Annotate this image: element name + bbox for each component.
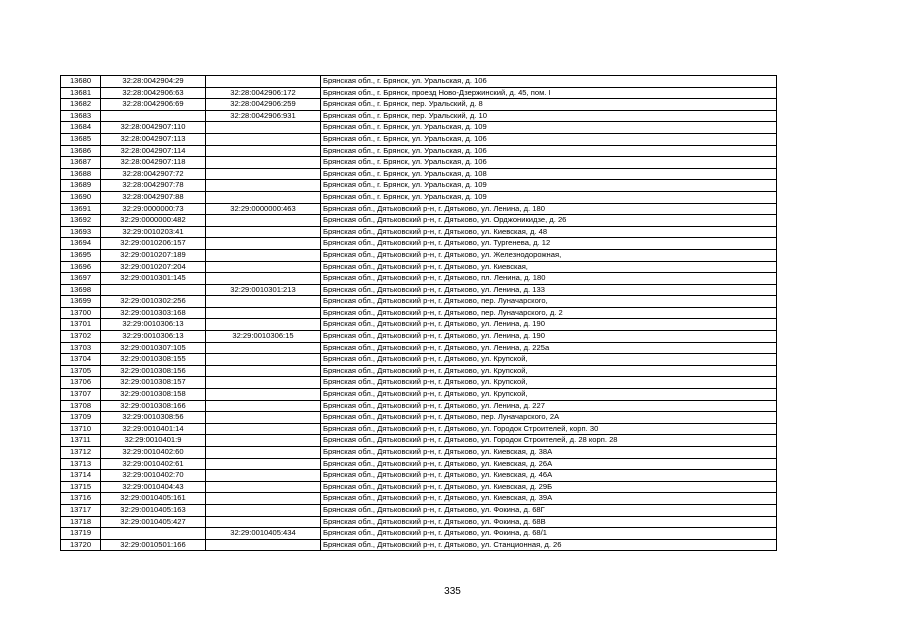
cadastral-number-cell: 32:29:0010405:161	[101, 493, 206, 505]
cadastral-number-cell: 32:29:0010308:157	[101, 377, 206, 389]
table-row	[61, 319, 777, 331]
address-cell: Брянская обл., Дятьковский р-н, г. Дятьково, ул. Ленина, д. 225а	[321, 342, 777, 354]
cadastral-number-cell: 32:28:0042906:63	[101, 87, 206, 99]
address-cell: Брянская обл., Дятьковский р-н, г. Дятьково, пер. Луначарского,	[321, 296, 777, 308]
related-cadastral-number-cell	[206, 412, 321, 424]
cadastral-number-cell: 32:29:0010303:168	[101, 307, 206, 319]
address-cell: Брянская обл., Дятьковский р-н, г. Дятьково, ул. Крупской,	[321, 354, 777, 366]
table-row	[61, 145, 777, 157]
row-number-cell: 13708	[61, 400, 101, 412]
address-cell: Брянская обл., Дятьковский р-н, г. Дятьково, ул. Крупской,	[321, 389, 777, 401]
row-number-cell: 13705	[61, 365, 101, 377]
row-number-cell: 13684	[61, 122, 101, 134]
table-row	[61, 389, 777, 401]
cadastral-number-cell: 32:29:0010404:43	[101, 481, 206, 493]
address-cell: Брянская обл., г. Брянск, ул. Уральская, д. 109	[321, 122, 777, 134]
related-cadastral-number-cell	[206, 458, 321, 470]
related-cadastral-number-cell	[206, 249, 321, 261]
related-cadastral-number-cell	[206, 191, 321, 203]
address-cell: Брянская обл., г. Брянск, пер. Уральский, д. 8	[321, 99, 777, 111]
cadastral-number-cell: 32:29:0010308:166	[101, 400, 206, 412]
cadastral-number-cell: 32:29:0010203:41	[101, 226, 206, 238]
address-cell: Брянская обл., г. Брянск, ул. Уральская, д. 108	[321, 168, 777, 180]
table-row	[61, 238, 777, 250]
address-cell: Брянская обл., Дятьковский р-н, г. Дятьково, ул. Крупской,	[321, 377, 777, 389]
related-cadastral-number-cell	[206, 354, 321, 366]
cadastral-number-cell: 32:28:0042907:78	[101, 180, 206, 192]
related-cadastral-number-cell	[206, 539, 321, 551]
related-cadastral-number-cell: 32:29:0010405:434	[206, 528, 321, 540]
address-cell: Брянская обл., Дятьковский р-н, г. Дятьково, ул. Орджоникидзе, д. 26	[321, 215, 777, 227]
row-number-cell: 13707	[61, 389, 101, 401]
table-row	[61, 203, 777, 215]
table-row	[61, 168, 777, 180]
address-cell: Брянская обл., Дятьковский р-н, г. Дятьково, ул. Фокина, д. 68/1	[321, 528, 777, 540]
table-row	[61, 261, 777, 273]
cadastral-number-cell: 32:28:0042907:110	[101, 122, 206, 134]
cadastral-number-cell: 32:29:0010402:70	[101, 470, 206, 482]
table-row	[61, 423, 777, 435]
cadastral-number-cell: 32:29:0010405:427	[101, 516, 206, 528]
address-cell: Брянская обл., г. Брянск, пер. Уральский, д. 10	[321, 110, 777, 122]
cadastral-number-cell: 32:28:0042907:118	[101, 157, 206, 169]
table-row	[61, 528, 777, 540]
related-cadastral-number-cell	[206, 133, 321, 145]
related-cadastral-number-cell	[206, 319, 321, 331]
address-cell: Брянская обл., Дятьковский р-н, г. Дятьково, ул. Киевская, д. 29Б	[321, 481, 777, 493]
table-row	[61, 122, 777, 134]
related-cadastral-number-cell	[206, 493, 321, 505]
table-row	[61, 412, 777, 424]
related-cadastral-number-cell	[206, 365, 321, 377]
address-cell: Брянская обл., г. Брянск, ул. Уральская, д. 109	[321, 180, 777, 192]
table-row	[61, 365, 777, 377]
row-number-cell: 13710	[61, 423, 101, 435]
table-row	[61, 180, 777, 192]
related-cadastral-number-cell	[206, 168, 321, 180]
cadastral-number-cell: 32:29:0010301:145	[101, 273, 206, 285]
address-cell: Брянская обл., г. Брянск, ул. Уральская, д. 106	[321, 133, 777, 145]
cadastral-number-cell: 32:29:0010302:256	[101, 296, 206, 308]
row-number-cell: 13706	[61, 377, 101, 389]
related-cadastral-number-cell: 32:29:0010306:15	[206, 331, 321, 343]
row-number-cell: 13696	[61, 261, 101, 273]
address-cell: Брянская обл., Дятьковский р-н, г. Дятьково, ул. Киевская, д. 46А	[321, 470, 777, 482]
related-cadastral-number-cell	[206, 238, 321, 250]
cadastral-number-cell: 32:29:0010206:157	[101, 238, 206, 250]
row-number-cell: 13693	[61, 226, 101, 238]
related-cadastral-number-cell: 32:28:0042906:172	[206, 87, 321, 99]
related-cadastral-number-cell	[206, 180, 321, 192]
related-cadastral-number-cell	[206, 145, 321, 157]
table-row	[61, 504, 777, 516]
cadastral-number-cell: 32:29:0010307:105	[101, 342, 206, 354]
address-cell: Брянская обл., Дятьковский р-н, г. Дятьково, ул. Городок Строителей, д. 28 корп. 28	[321, 435, 777, 447]
address-cell: Брянская обл., г. Брянск, проезд Ново-Дзержинский, д. 45, пом. I	[321, 87, 777, 99]
cadastral-number-cell: 32:29:0010207:204	[101, 261, 206, 273]
cadastral-number-cell: 32:29:0010501:166	[101, 539, 206, 551]
address-cell: Брянская обл., Дятьковский р-н, г. Дятьково, ул. Ленина, д. 180	[321, 203, 777, 215]
related-cadastral-number-cell	[206, 261, 321, 273]
row-number-cell: 13695	[61, 249, 101, 261]
row-number-cell: 13698	[61, 284, 101, 296]
row-number-cell: 13683	[61, 110, 101, 122]
row-number-cell: 13697	[61, 273, 101, 285]
address-cell: Брянская обл., г. Брянск, ул. Уральская, д. 106	[321, 76, 777, 88]
row-number-cell: 13702	[61, 331, 101, 343]
table-row	[61, 481, 777, 493]
table-row	[61, 400, 777, 412]
related-cadastral-number-cell	[206, 516, 321, 528]
address-cell: Брянская обл., Дятьковский р-н, г. Дятьково, ул. Фокина, д. 68Г	[321, 504, 777, 516]
row-number-cell: 13699	[61, 296, 101, 308]
related-cadastral-number-cell: 32:29:0000000:463	[206, 203, 321, 215]
cadastral-number-cell: 32:29:0010306:13	[101, 319, 206, 331]
address-cell: Брянская обл., Дятьковский р-н, г. Дятьково, ул. Ленина, д. 190	[321, 331, 777, 343]
address-cell: Брянская обл., Дятьковский р-н, г. Дятьково, ул. Киевская, д. 38А	[321, 447, 777, 459]
row-number-cell: 13704	[61, 354, 101, 366]
table-row	[61, 307, 777, 319]
row-number-cell: 13690	[61, 191, 101, 203]
row-number-cell: 13716	[61, 493, 101, 505]
related-cadastral-number-cell	[206, 226, 321, 238]
table-row	[61, 76, 777, 88]
row-number-cell: 13682	[61, 99, 101, 111]
row-number-cell: 13700	[61, 307, 101, 319]
table-row	[61, 354, 777, 366]
cadastral-number-cell: 32:29:0010306:13	[101, 331, 206, 343]
page-number: 335	[444, 586, 461, 597]
cadastral-number-cell: 32:29:0010401:14	[101, 423, 206, 435]
related-cadastral-number-cell	[206, 76, 321, 88]
address-cell: Брянская обл., Дятьковский р-н, г. Дятьково, ул. Тургенева, д. 12	[321, 238, 777, 250]
row-number-cell: 13717	[61, 504, 101, 516]
row-number-cell: 13691	[61, 203, 101, 215]
row-number-cell: 13681	[61, 87, 101, 99]
related-cadastral-number-cell	[206, 122, 321, 134]
related-cadastral-number-cell	[206, 342, 321, 354]
row-number-cell: 13689	[61, 180, 101, 192]
address-cell: Брянская обл., Дятьковский р-н, г. Дятьково, пл. Ленина, д. 180	[321, 273, 777, 285]
property-table	[60, 75, 777, 551]
row-number-cell: 13709	[61, 412, 101, 424]
address-cell: Брянская обл., Дятьковский р-н, г. Дятьково, ул. Ленина, д. 190	[321, 319, 777, 331]
cadastral-number-cell: 32:29:0010402:60	[101, 447, 206, 459]
row-number-cell: 13692	[61, 215, 101, 227]
address-cell: Брянская обл., Дятьковский р-н, г. Дятьково, ул. Фокина, д. 68В	[321, 516, 777, 528]
cadastral-number-cell: 32:29:0000000:73	[101, 203, 206, 215]
row-number-cell: 13713	[61, 458, 101, 470]
address-cell: Брянская обл., Дятьковский р-н, г. Дятьково, ул. Киевская, д. 39А	[321, 493, 777, 505]
address-cell: Брянская обл., Дятьковский р-н, г. Дятьково, ул. Железнодорожная,	[321, 249, 777, 261]
related-cadastral-number-cell	[206, 389, 321, 401]
row-number-cell: 13703	[61, 342, 101, 354]
cadastral-number-cell: 32:29:0010405:163	[101, 504, 206, 516]
table-row	[61, 539, 777, 551]
row-number-cell: 13701	[61, 319, 101, 331]
row-number-cell: 13711	[61, 435, 101, 447]
table-row	[61, 516, 777, 528]
address-cell: Брянская обл., Дятьковский р-н, г. Дятьково, ул. Ленина, д. 227	[321, 400, 777, 412]
table-row	[61, 273, 777, 285]
table-row	[61, 226, 777, 238]
table-row	[61, 447, 777, 459]
cadastral-number-cell: 32:29:0010308:155	[101, 354, 206, 366]
related-cadastral-number-cell	[206, 377, 321, 389]
related-cadastral-number-cell: 32:29:0010301:213	[206, 284, 321, 296]
address-cell: Брянская обл., г. Брянск, ул. Уральская, д. 109	[321, 191, 777, 203]
address-cell: Брянская обл., Дятьковский р-н, г. Дятьково, ул. Ленина, д. 133	[321, 284, 777, 296]
related-cadastral-number-cell: 32:28:0042906:931	[206, 110, 321, 122]
related-cadastral-number-cell	[206, 157, 321, 169]
row-number-cell: 13719	[61, 528, 101, 540]
address-cell: Брянская обл., Дятьковский р-н, г. Дятьково, пер. Луначарского, 2А	[321, 412, 777, 424]
table-row	[61, 458, 777, 470]
table-row	[61, 133, 777, 145]
table-row	[61, 342, 777, 354]
address-cell: Брянская обл., Дятьковский р-н, г. Дятьково, ул. Киевская, д. 26А	[321, 458, 777, 470]
cadastral-number-cell: 32:29:0010308:56	[101, 412, 206, 424]
cadastral-number-cell: 32:28:0042907:88	[101, 191, 206, 203]
table-row	[61, 110, 777, 122]
address-cell: Брянская обл., Дятьковский р-н, г. Дятьково, пер. Луначарского, д. 2	[321, 307, 777, 319]
related-cadastral-number-cell	[206, 481, 321, 493]
row-number-cell: 13714	[61, 470, 101, 482]
cadastral-number-cell: 32:28:0042907:72	[101, 168, 206, 180]
related-cadastral-number-cell	[206, 400, 321, 412]
cadastral-number-cell: 32:28:0042907:113	[101, 133, 206, 145]
address-cell: Брянская обл., Дятьковский р-н, г. Дятьково, ул. Киевская,	[321, 261, 777, 273]
property-table-body	[61, 76, 777, 551]
cadastral-number-cell: 32:29:0010401:9	[101, 435, 206, 447]
row-number-cell: 13686	[61, 145, 101, 157]
row-number-cell: 13685	[61, 133, 101, 145]
document-page	[60, 75, 777, 551]
table-row	[61, 215, 777, 227]
table-row	[61, 493, 777, 505]
cadastral-number-cell: 32:29:0000000:482	[101, 215, 206, 227]
related-cadastral-number-cell	[206, 470, 321, 482]
cadastral-number-cell	[101, 110, 206, 122]
address-cell: Брянская обл., Дятьковский р-н, г. Дятьково, ул. Городок Строителей, корп. 30	[321, 423, 777, 435]
related-cadastral-number-cell	[206, 307, 321, 319]
related-cadastral-number-cell	[206, 447, 321, 459]
related-cadastral-number-cell	[206, 435, 321, 447]
table-row	[61, 87, 777, 99]
table-row	[61, 377, 777, 389]
table-row	[61, 435, 777, 447]
row-number-cell: 13694	[61, 238, 101, 250]
row-number-cell: 13718	[61, 516, 101, 528]
table-row	[61, 99, 777, 111]
address-cell: Брянская обл., г. Брянск, ул. Уральская, д. 106	[321, 145, 777, 157]
address-cell: Брянская обл., Дятьковский р-н, г. Дятьково, ул. Станционная, д. 26	[321, 539, 777, 551]
address-cell: Брянская обл., г. Брянск, ул. Уральская, д. 106	[321, 157, 777, 169]
related-cadastral-number-cell: 32:28:0042906:259	[206, 99, 321, 111]
cadastral-number-cell: 32:29:0010308:158	[101, 389, 206, 401]
row-number-cell: 13715	[61, 481, 101, 493]
cadastral-number-cell: 32:28:0042904:29	[101, 76, 206, 88]
cadastral-number-cell: 32:28:0042907:114	[101, 145, 206, 157]
row-number-cell: 13680	[61, 76, 101, 88]
related-cadastral-number-cell	[206, 273, 321, 285]
row-number-cell: 13687	[61, 157, 101, 169]
cadastral-number-cell: 32:29:0010308:156	[101, 365, 206, 377]
cadastral-number-cell: 32:28:0042906:69	[101, 99, 206, 111]
address-cell: Брянская обл., Дятьковский р-н, г. Дятьково, ул. Киевская, д. 48	[321, 226, 777, 238]
table-row	[61, 331, 777, 343]
address-cell: Брянская обл., Дятьковский р-н, г. Дятьково, ул. Крупской,	[321, 365, 777, 377]
related-cadastral-number-cell	[206, 296, 321, 308]
table-row	[61, 249, 777, 261]
row-number-cell: 13712	[61, 447, 101, 459]
table-row	[61, 191, 777, 203]
cadastral-number-cell: 32:29:0010402:61	[101, 458, 206, 470]
related-cadastral-number-cell	[206, 215, 321, 227]
row-number-cell: 13688	[61, 168, 101, 180]
table-row	[61, 157, 777, 169]
cadastral-number-cell	[101, 284, 206, 296]
table-row	[61, 296, 777, 308]
related-cadastral-number-cell	[206, 423, 321, 435]
cadastral-number-cell: 32:29:0010207:189	[101, 249, 206, 261]
table-row	[61, 284, 777, 296]
related-cadastral-number-cell	[206, 504, 321, 516]
cadastral-number-cell	[101, 528, 206, 540]
row-number-cell: 13720	[61, 539, 101, 551]
table-row	[61, 470, 777, 482]
